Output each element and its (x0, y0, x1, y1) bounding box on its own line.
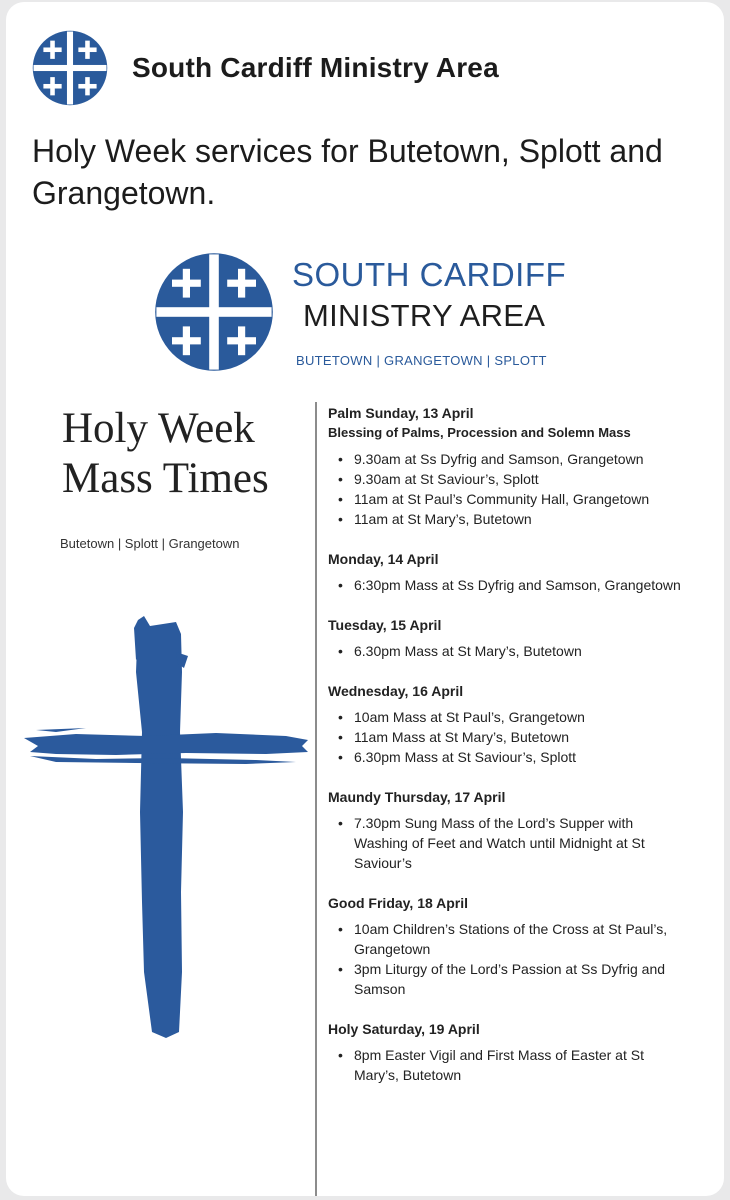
day-title: Good Friday, 18 April (328, 895, 469, 911)
post-card (6, 2, 724, 1196)
list-item: • 11am at St Mary’s, Butetown (338, 509, 688, 529)
day-holy-saturday (328, 1019, 688, 1085)
list-item: • 8pm Easter Vigil and First Mass of Easter at St Mary’s, Butetown (338, 1045, 688, 1085)
day-title: Maundy Thursday, 17 April (328, 789, 506, 805)
list-item: • 11am at St Paul’s Community Hall, Grangetown (338, 489, 688, 509)
list-item: • 10am Mass at St Paul’s, Grangetown (338, 707, 688, 727)
day-good-friday (328, 893, 688, 999)
day-title: Palm Sunday, 13 April (328, 405, 474, 421)
day-maundy-thursday (328, 787, 688, 873)
day-title: Monday, 14 April (328, 551, 439, 567)
page-name-link[interactable]: South Cardiff Ministry Area (132, 52, 499, 83)
logo-text-ministry-area: MINISTRY AREA (303, 298, 546, 333)
ministry-logo-icon (154, 252, 274, 372)
day-title: Wednesday, 16 April (328, 683, 464, 699)
mass-schedule (328, 403, 688, 1105)
poster-title-line1: Holy Week (62, 405, 255, 452)
list-item: • 9.30am at Ss Dyfrig and Samson, Grangetown (338, 449, 688, 469)
poster-image (6, 252, 724, 1196)
list-item: • 6.30pm Mass at St Mary’s, Butetown (338, 641, 688, 661)
list-item: • 6:30pm Mass at Ss Dyfrig and Samson, Grangetown (338, 575, 688, 595)
poster-areas: Butetown | Splott | Grangetown (60, 536, 240, 551)
list-item: • 9.30am at St Saviour’s, Splott (338, 469, 688, 489)
day-wednesday (328, 681, 688, 767)
list-item: • 3pm Liturgy of the Lord’s Passion at Ss Dyfrig and Samson (338, 959, 688, 999)
post-header (32, 33, 499, 103)
list-item: • 10am Children’s Stations of the Cross at St Paul’s, Grangetown (338, 919, 688, 959)
poster-title (62, 404, 302, 504)
divider-line (315, 402, 317, 1196)
list-item: • 11am Mass at St Mary’s, Butetown (338, 727, 688, 747)
logo-text-south-cardiff: SOUTH CARDIFF (292, 256, 567, 293)
post-text: Holy Week services for Butetown, Splott and Grangetown. (32, 133, 663, 211)
day-monday (328, 549, 688, 595)
logo-text-areas: BUTETOWN | GRANGETOWN | SPLOTT (296, 353, 547, 368)
day-palm-sunday (328, 403, 688, 529)
avatar[interactable] (32, 30, 108, 106)
day-tuesday (328, 615, 688, 661)
day-title: Holy Saturday, 19 April (328, 1021, 480, 1037)
list-item: • 6.30pm Mass at St Saviour’s, Splott (338, 747, 688, 767)
day-title: Tuesday, 15 April (328, 617, 442, 633)
cross-icon (16, 612, 316, 1042)
list-item: • 7.30pm Sung Mass of the Lord’s Supper with Washing of Feet and Watch until Midnight at St Saviour’s (338, 813, 688, 873)
day-subtitle: Blessing of Palms, Procession and Solemn Mass (328, 425, 631, 440)
poster-title-line2: Mass Times (62, 455, 269, 502)
